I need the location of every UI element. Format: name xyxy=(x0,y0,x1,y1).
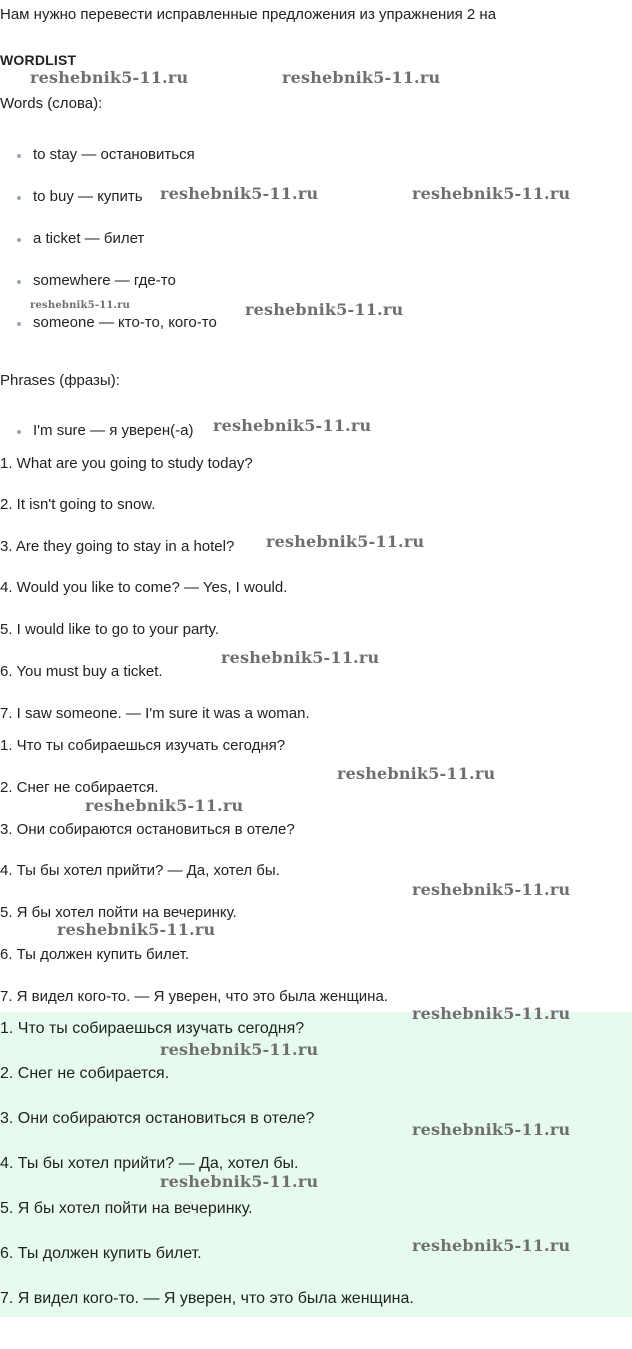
watermark: reshebnik5-11.ru xyxy=(57,920,216,939)
list-item: I'm sure — я уверен(-а) xyxy=(33,422,194,439)
watermark: reshebnik5-11.ru xyxy=(337,764,496,783)
sentence-line: 5. I would like to go to your party. xyxy=(0,621,220,638)
answer-box xyxy=(0,1012,632,1317)
wordlist-title: WORDLIST xyxy=(0,52,77,68)
sentence-line: 3. Они собираются остановиться в отеле? xyxy=(0,821,295,838)
sentence-line: 2. It isn't going to snow. xyxy=(0,496,156,513)
watermark: reshebnik5-11.ru xyxy=(30,300,131,311)
answer-line: 3. Они собираются остановиться в отеле? xyxy=(0,1110,315,1127)
sentence-line: 1. What are you going to study today? xyxy=(0,455,253,472)
list-item: somewhere — где-то xyxy=(33,272,176,289)
answer-line: 2. Снег не собирается. xyxy=(0,1065,170,1082)
sentence-line: 7. I saw someone. — I'm sure it was a woman. xyxy=(0,705,310,722)
watermark: reshebnik5-11.ru xyxy=(412,1236,571,1255)
watermark: reshebnik5-11.ru xyxy=(160,1172,319,1191)
watermark: reshebnik5-11.ru xyxy=(412,1004,571,1023)
watermark: reshebnik5-11.ru xyxy=(245,300,404,319)
sentence-line: 5. Я бы хотел пойти на вечеринку. xyxy=(0,904,237,921)
sentence-line: 4. Ты бы хотел прийти? — Да, хотел бы. xyxy=(0,862,280,879)
answer-line: 6. Ты должен купить билет. xyxy=(0,1245,202,1262)
watermark: reshebnik5-11.ru xyxy=(85,796,244,815)
watermark: reshebnik5-11.ru xyxy=(412,184,571,203)
answer-line: 1. Что ты собираешься изучать сегодня? xyxy=(0,1020,305,1037)
sentence-line: 6. You must buy a ticket. xyxy=(0,663,163,680)
words-label: Words (слова): xyxy=(0,95,103,112)
watermark: reshebnik5-11.ru xyxy=(266,532,425,551)
sentence-line: 7. Я видел кого-то. — Я уверен, что это была женщина. xyxy=(0,988,388,1005)
sentence-line: 3. Are they going to stay in a hotel? xyxy=(0,538,235,555)
sentence-line: 2. Снег не собирается. xyxy=(0,779,159,796)
sentence-line: 6. Ты должен купить билет. xyxy=(0,946,190,963)
phrases-label: Phrases (фразы): xyxy=(0,372,120,389)
sentence-line: 4. Would you like to come? — Yes, I would. xyxy=(0,579,288,596)
list-item: to stay — остановиться xyxy=(33,146,195,163)
watermark: reshebnik5-11.ru xyxy=(213,416,372,435)
list-item: a ticket — билет xyxy=(33,230,145,247)
watermark: reshebnik5-11.ru xyxy=(412,880,571,899)
answer-line: 5. Я бы хотел пойти на вечеринку. xyxy=(0,1200,253,1217)
watermark: reshebnik5-11.ru xyxy=(30,68,189,87)
watermark: reshebnik5-11.ru xyxy=(282,68,441,87)
sentence-line: 1. Что ты собираешься изучать сегодня? xyxy=(0,737,286,754)
watermark: reshebnik5-11.ru xyxy=(160,1040,319,1059)
watermark: reshebnik5-11.ru xyxy=(412,1120,571,1139)
list-item: someone — кто-то, кого-то xyxy=(33,314,217,331)
watermark: reshebnik5-11.ru xyxy=(160,184,319,203)
list-item: to buy — купить xyxy=(33,188,143,205)
answer-line: 7. Я видел кого-то. — Я уверен, что это была женщина. xyxy=(0,1290,414,1307)
answer-line: 4. Ты бы хотел прийти? — Да, хотел бы. xyxy=(0,1155,299,1172)
watermark: reshebnik5-11.ru xyxy=(221,648,380,667)
intro-text: Нам нужно перевести исправленные предложения из упражнения 2 на xyxy=(0,6,497,23)
